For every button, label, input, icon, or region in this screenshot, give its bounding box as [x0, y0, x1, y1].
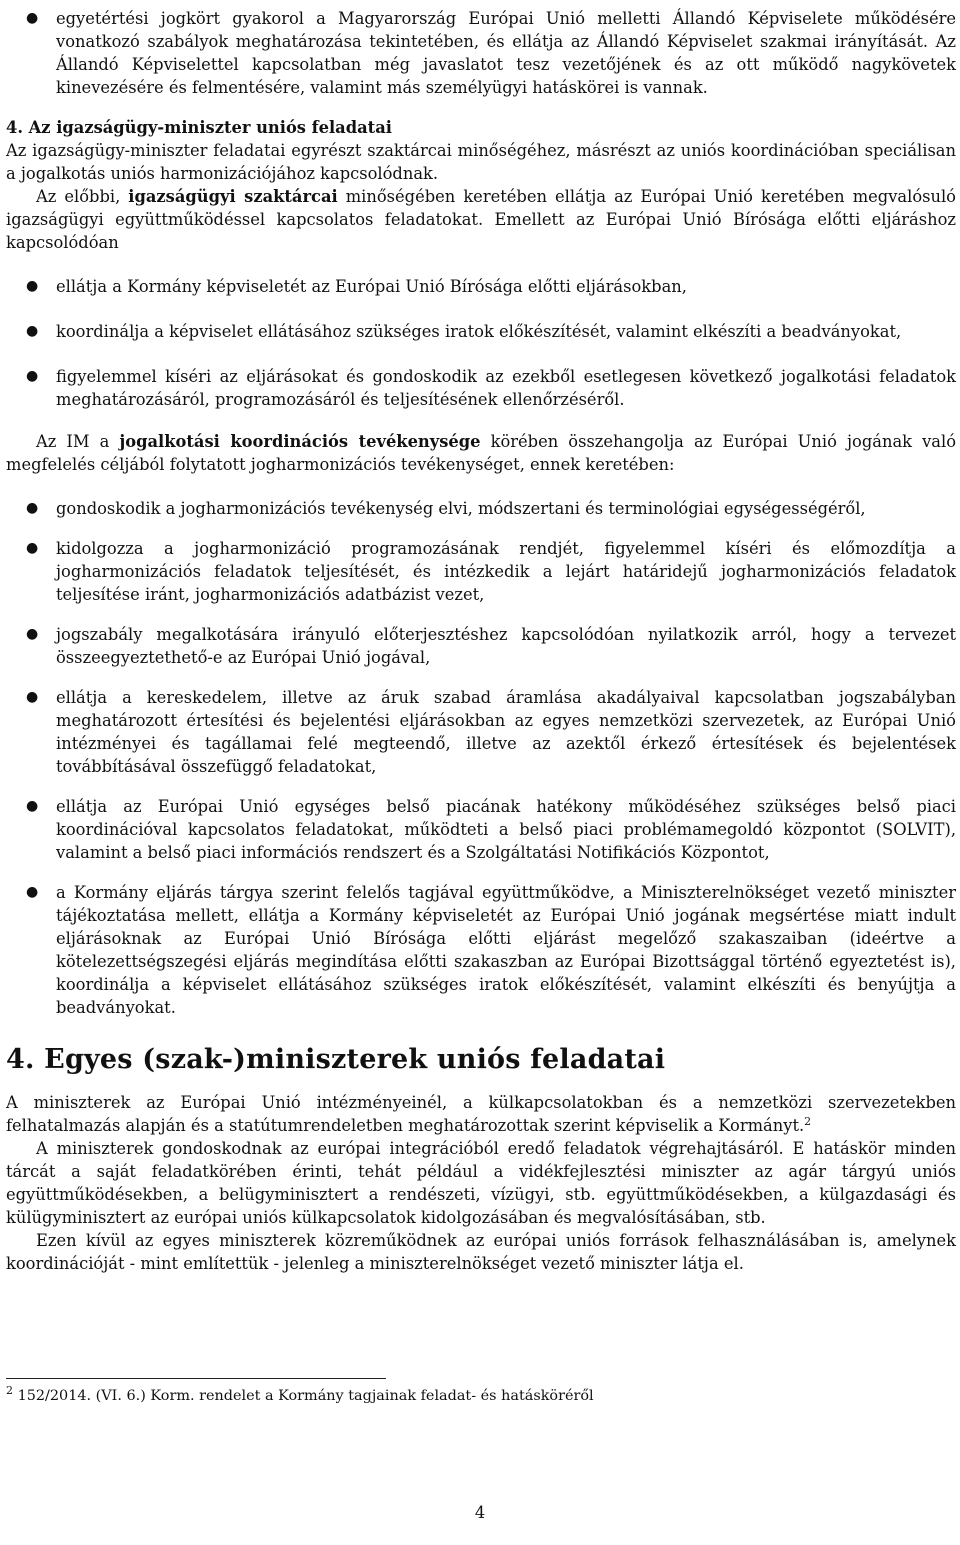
section-4-igazsagugy	[6, 116, 956, 1019]
paragraph: Az igazságügy-miniszter feladatai egyrészt szaktárcai minőségéhez, másrészt az uniós koordinációban speciálisan a jogalkotás uniós harmonizációjához kapcsolódnak.	[6, 141, 956, 183]
emphasis: jogalkotási koordinációs tevékenysége	[119, 432, 481, 451]
document-page	[6, 0, 956, 1275]
top-bullet-list	[6, 7, 956, 99]
paragraph: Az előbbi, igazságügyi szaktárcai minőségében keretében ellátja az Európai Unió keretében megvalósuló igazságügyi együttműködéssel kapcsolatos feladatokat. Emellett az Európai Unió Bírósága előtti eljáráshoz kapcsolódóan	[6, 187, 956, 252]
list-item: ● gondoskodik a jogharmonizációs tevékenység elvi, módszertani és terminológiai egységességéről,	[26, 499, 866, 518]
bullet-icon: ●	[26, 626, 39, 642]
bullet-icon: ●	[26, 278, 39, 294]
paragraph: A miniszterek az Európai Unió intézményeinél, a külkapcsolatokban és a nemzetközi szervezetekben felhatalmazás alapján és a statútumrendeletben meghatározottak szerint képviselik a Kormányt.$^2$	[6, 1093, 956, 1135]
footnote-text: 152/2014. (VI. 6.) Korm. rendelet a Kormány tagjainak feladat- és hatásköréről	[13, 1388, 594, 1404]
paragraph: Ezen kívül az egyes miniszterek közreműködnek az európai uniós források felhasználásában is, amelynek koordinációját - mint említettük - jelenleg a miniszterelnökséget vezető miniszter látja el.	[6, 1231, 956, 1273]
section-heading: 4. Az igazságügy-miniszter uniós feladatai	[6, 118, 392, 137]
chapter-heading: 4. Egyes (szak-)miniszterek uniós feladatai	[6, 1044, 666, 1075]
footnote-mark: 2	[6, 1384, 13, 1397]
list-item: ● egyetértési jogkört gyakorol a Magyarország Európai Unió melletti Állandó Képviselete működésére vonatkozó szabályok meghatározása tekintetében, és ellátja az Állandó Képviselet szakmai irányítását. Az Állandó Képviselettel kapcsolatban még javaslatot tesz vezetőjének és az ott működő nagykövetek kinevezésére és felmentésére, valamint más személyügyi hatáskörei is vannak.	[26, 9, 956, 97]
footnote	[6, 1386, 946, 1406]
bullet-icon: ●	[26, 323, 39, 339]
paragraph: A miniszterek gondoskodnak az európai integrációból eredő feladatok végrehajtásáról. E hatáskör minden tárcát a saját feladatkörében érinti, tehát például a vidékfejlesztési miniszter az agár tárgyú uniós együttműködésekben, a belügyminisztert a rendészeti, vízügyi, stb. együttműködésekben, a külgazdasági és külügyminisztert az európai uniós külkapcsolatok kidolgozásában és megvalósításában, stb.	[6, 1139, 956, 1227]
chapter-4-ministers	[6, 1043, 956, 1275]
emphasis: igazságügyi szaktárcai	[128, 187, 338, 206]
list-item: ● ellátja a kereskedelem, illetve az áruk szabad áramlása akadályaival kapcsolatban jogszabályban meghatározott értesítési és bejelentési eljárásokban az egyes nemzetközi szervezetek, az Európai Unió intézményei és tagállamai felé megteendő, illetve az azektől érkező értesítések és bejelentések továbbításával összefüggő feladatokat,	[26, 688, 956, 776]
bullet-list-court	[6, 275, 956, 411]
bullet-icon: ●	[26, 884, 39, 900]
footnote-divider	[6, 1378, 386, 1379]
list-item: ● ellátja az Európai Unió egységes belső piacának hatékony működéséhez szükséges belső piaci koordinációval kapcsolatos feladatokat, működteti a belső piaci problémamegoldó központot (SOLVIT), valamint a belső piaci információs rendszert és a Szolgáltatási Notifikációs Központot,	[26, 797, 956, 862]
list-item: ● jogszabály megalkotására irányuló előterjesztéshez kapcsolódóan nyilatkozik arról, hogy a tervezet összeegyeztethető-e az Európai Unió jogával,	[26, 625, 956, 667]
page-number: 4	[474, 1503, 486, 1522]
list-item: ● koordinálja a képviselet ellátásához szükséges iratok előkészítését, valamint elkészíti a beadványokat,	[26, 322, 902, 341]
bullet-icon: ●	[26, 689, 39, 705]
paragraph: Az IM a jogalkotási koordinációs tevékenysége körében összehangolja az Európai Unió jogának való megfelelés céljából folytatott jogharmonizációs tevékenységet, ennek keretében:	[6, 432, 957, 474]
list-item: ● ellátja a Kormány képviseletét az Európai Unió Bírósága előtti eljárásokban,	[26, 277, 687, 296]
bullet-icon: ●	[26, 368, 39, 384]
bullet-icon: ●	[26, 540, 39, 556]
list-item: ● kidolgozza a jogharmonizáció programozásának rendjét, figyelemmel kíséri és előmozdítja a jogharmonizációs feladatok teljesítését, és intézkedik a lejárt határidejű jogharmonizációs feladatok teljesítése iránt, jogharmonizációs adatbázist vezet,	[26, 539, 956, 604]
bullet-list-harmonization	[6, 497, 956, 1019]
bullet-icon: ●	[26, 10, 39, 26]
bullet-icon: ●	[26, 798, 39, 814]
list-item: ● a Kormány eljárás tárgya szerint felelős tagjával együttműködve, a Miniszterelnökséget vezető miniszter tájékoztatása mellett, ellátja a Kormány képviseletét az Európai Unió jogának megsértése miatt indult eljárásoknak az Európai Unió Bírósága előtti eljárást megelőző szakaszaiban (ideértve a kötelezettségszegési eljárás megindítása előtti szakaszban az Európai Bizottsággal történő egyeztetést is), koordinálja a képviselet ellátásához szükséges iratok előkészítését, valamint elkészíti és benyújtja a beadványokat.	[26, 883, 956, 1017]
footnote-reference[interactable]: 2	[804, 1115, 812, 1128]
bullet-icon: ●	[26, 500, 39, 516]
list-item: ● figyelemmel kíséri az eljárásokat és gondoskodik az ezekből esetlegesen következő jogalkotási feladatok meghatározásáról, programozásáról és teljesítésének ellenőrzéséről.	[26, 367, 956, 409]
